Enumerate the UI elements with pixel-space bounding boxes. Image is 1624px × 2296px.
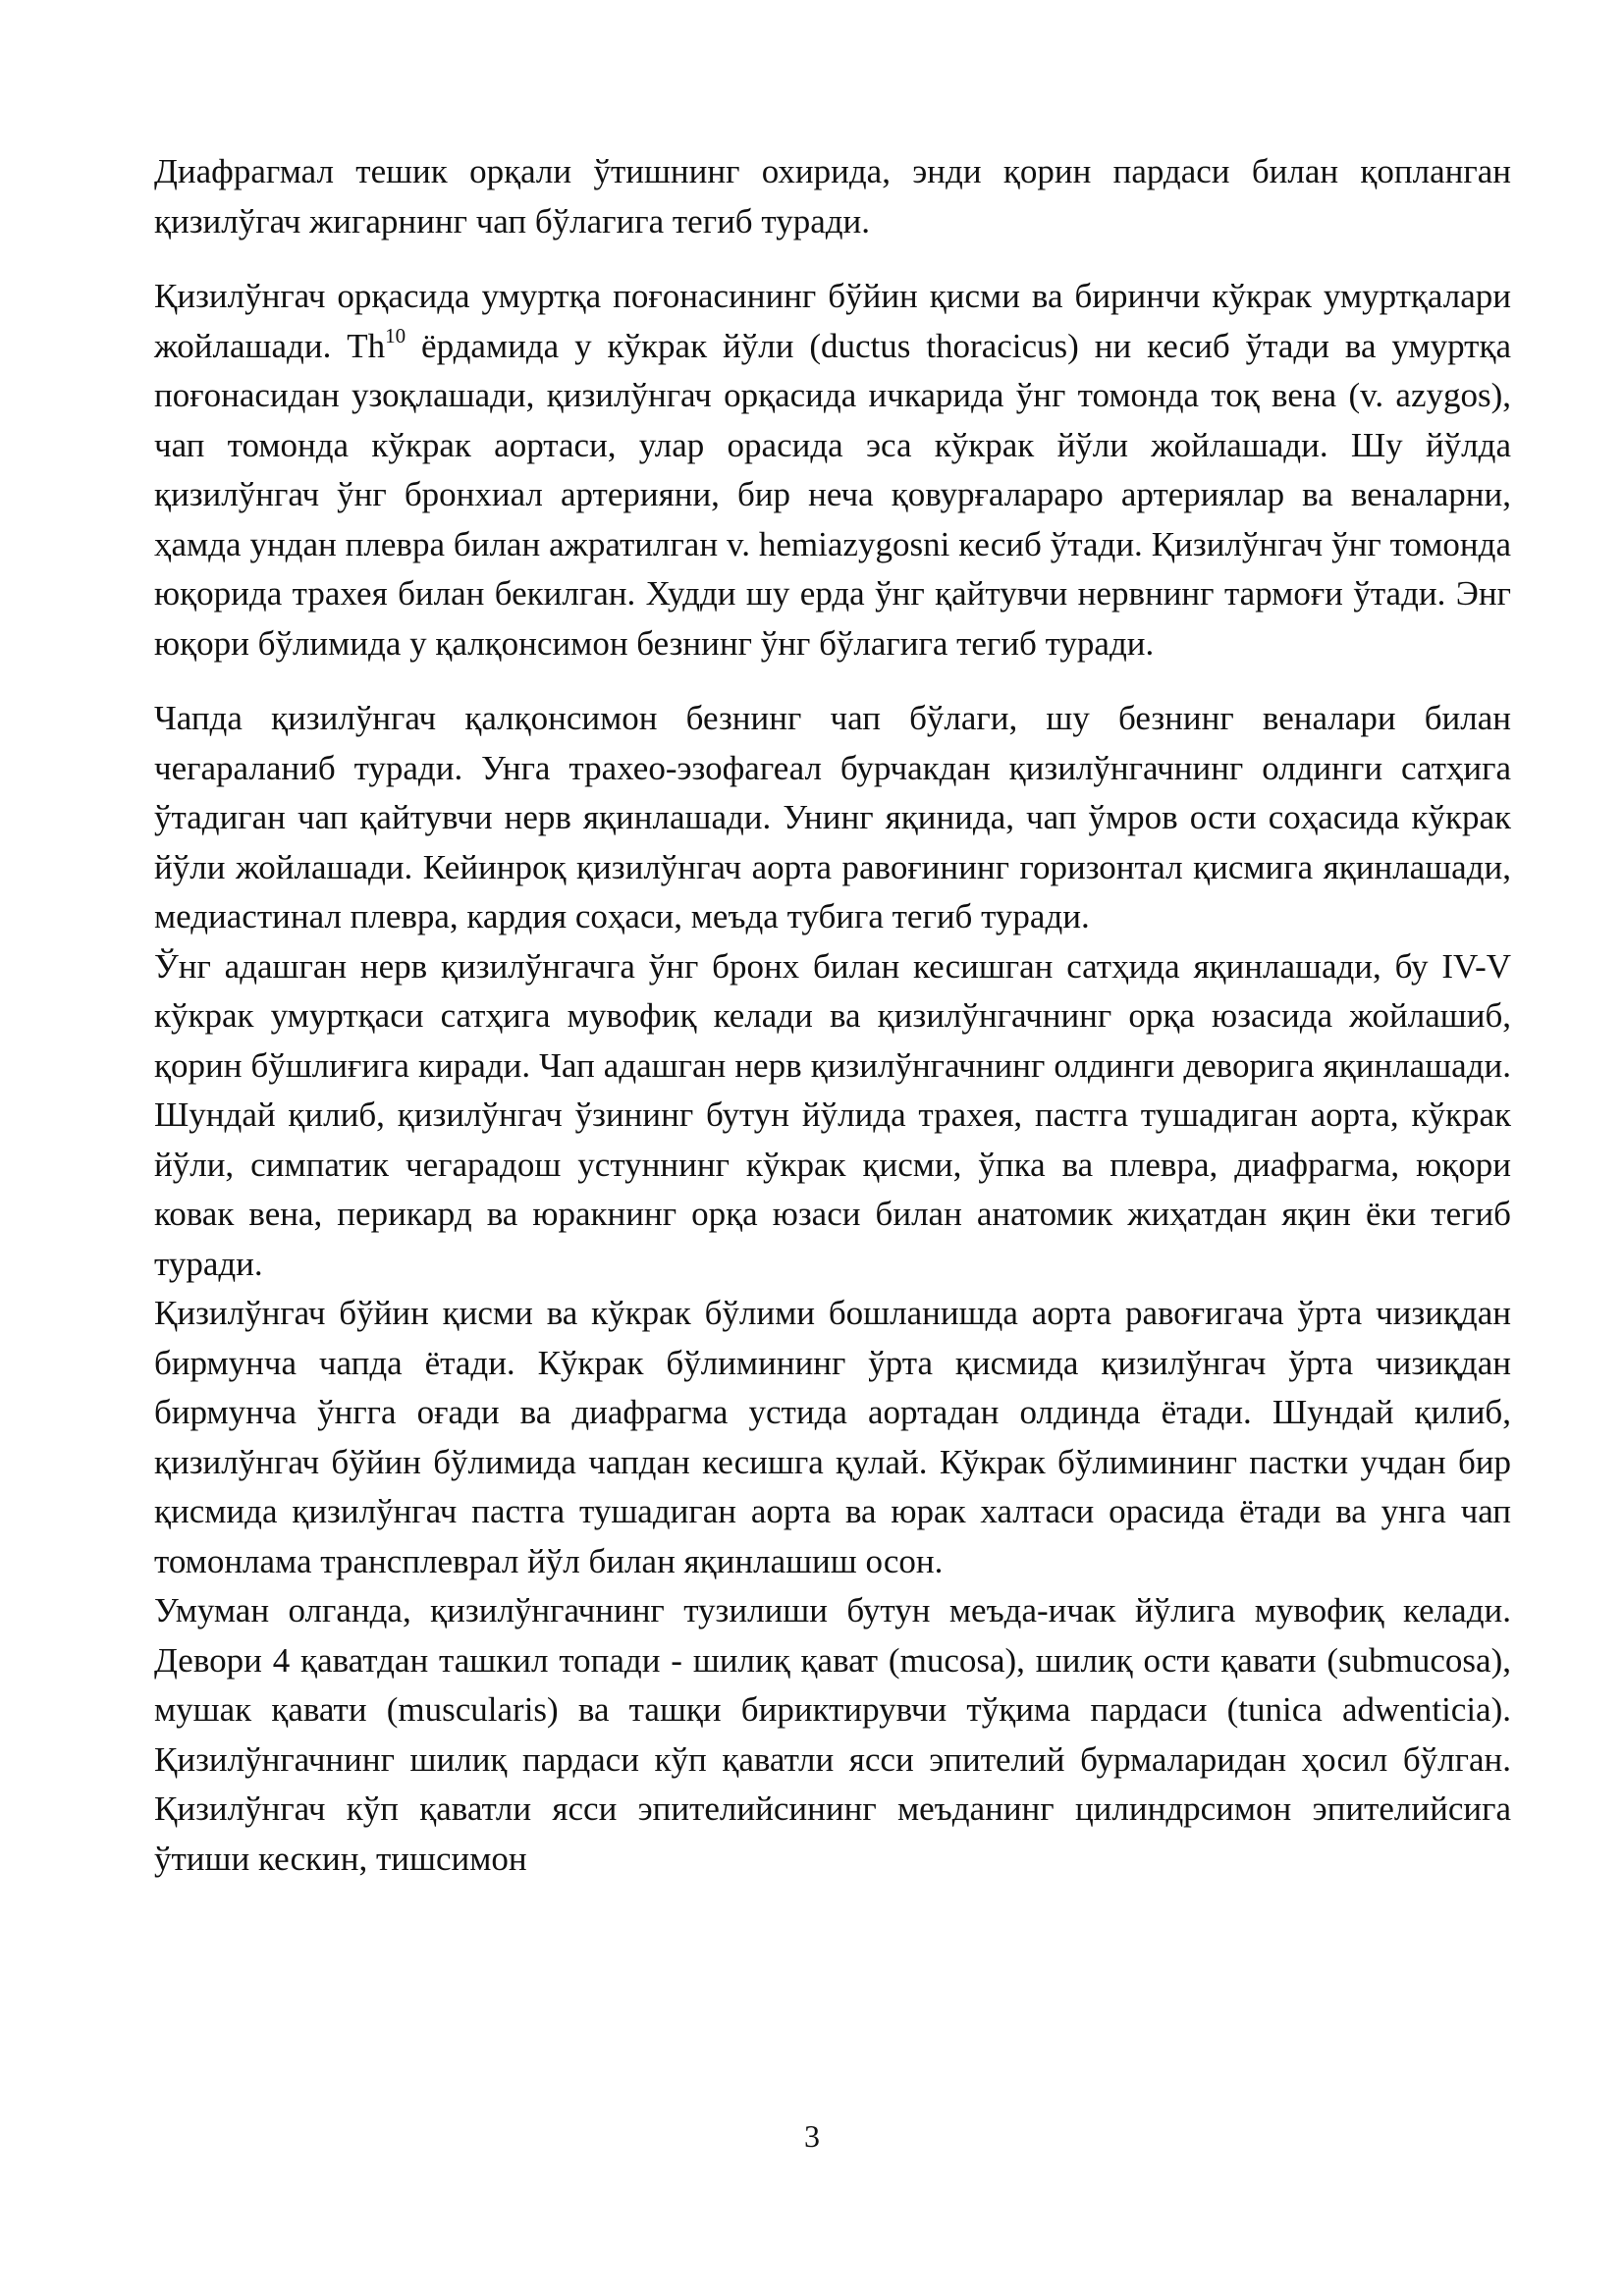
document-body [154,147,1511,1884]
paragraph-2 [154,272,1511,668]
paragraph-2-part-a: Қизилўнгач орқасида умуртқа поғонасининг бўйин қисми ва биринчи кўкрак умуртқалари жойлашади. Th [154,277,1511,365]
paragraph-3: Чапда қизилўнгач қалқонсимон безнинг чап бўлаги, шу безнинг веналари билан чегараланиб туради. Унга трахео-эзофагеал бурчакдан қизилўнгачнинг олдинги сатҳига ўтадиган чап қайтувчи нерв яқинлашади. Унинг яқинида, чап ўмров ости соҳасида кўкрак йўли жойлашади. Кейинроқ қизилўнгач аорта равоғининг горизонтал қисмига яқинлашади, медиастинал плевра, кардия соҳаси, меъда тубига тегиб туради. [154,699,1511,935]
page-number: 3 [804,2118,820,2154]
paragraph-5: Қизилўнгач бўйин қисми ва кўкрак бўлими бошланишда аорта равоғигача ўрта чизиқдан бирмунча чапда ётади. Кўкрак бўлимининг ўрта қисмида қизилўнгач ўрта чизиқдан бирмунча ўнгга оғади ва диафрагма устида аортадан олдинда ётади. Шундай қилиб, қизилўнгач бўйин бўлимида чапдан кесишга қулай. Кўкрак бўлимининг пастки учдан бир қисмида қизилўнгач пастга тушадиган аорта ва юрак халтаси орасида ётади ва унга чап томонлама трансплеврал йўл билан яқинлашиш осон. [154,1294,1511,1580]
paragraph-6: Умуман олганда, қизилўнгачнинг тузилиши бутун меъда-ичак йўлига мувофиқ келади. Девори 4 қаватдан ташкил топади - шилиқ қават (mucosa), шилиқ ости қавати (submucosa), мушак қавати (muscularis) ва ташқи бириктирувчи тўқима пардаси (tunica adwenticia). Қизилўнгачнинг шилиқ пардаси кўп қаватли ясси эпителий бурмаларидан ҳосил бўлган. Қизилўнгач кўп қаватли ясси эпителийсининг меъданинг цилиндрсимон эпителийсига ўтиши кескин, тишсимон [154,1591,1511,1878]
paragraph-4: Ўнг адашган нерв қизилўнгачга ўнг бронх билан кесишган сатҳида яқинлашади, бу IV-V кўкрак умуртқаси сатҳига мувофиқ келади ва қизилўнгачнинг орқа юзасида жойлашиб, қорин бўшлиғига киради. Чап адашган нерв қизилўнгачнинг олдинги деворига яқинлашади. Шундай қилиб, қизилўнгач ўзининг бутун йўлида трахея, пастга тушадиган аорта, кўкрак йўли, симпатик чегарадош устуннинг кўкрак қисми, ўпка ва плевра, диафрагма, юқори ковак вена, перикард ва юракнинг орқа юзаси билан анатомик жиҳатдан яқин ёки тегиб туради. [154,946,1511,1283]
superscript-10: 10 [385,323,406,347]
paragraph-1: Диафрагмал тешик орқали ўтишнинг охирида, энди қорин пардаси билан қопланган қизилўгач жигарнинг чап бўлагига тегиб туради. [154,152,1511,240]
paragraph-2-part-b: ёрдамида у кўкрак йўли (ductus thoracicus) ни кесиб ўтади ва умуртқа поғонасидан узоқлашади, қизилўнгач орқасида ичкарида ўнг томонда тоқ вена (v. azygos), чап томонда кўкрак аортаси, улар орасида эса кўкрак йўли жойлашади. Шу йўлда қизилўнгач ўнг бронхиал артерияни, бир неча қовурғалараро артериялар ва веналарни, ҳамда ундан плевра билан ажратилган v. hemiazygosni кесиб ўтади. Қизилўнгач ўнг томонда юқорида трахея билан бекилган. Худди шу ерда ўнг қайтувчи нервнинг тармоғи ўтади. Энг юқори бўлимида у қалқонсимон безнинг ўнг бўлагига тегиб туради. [154,326,1511,663]
